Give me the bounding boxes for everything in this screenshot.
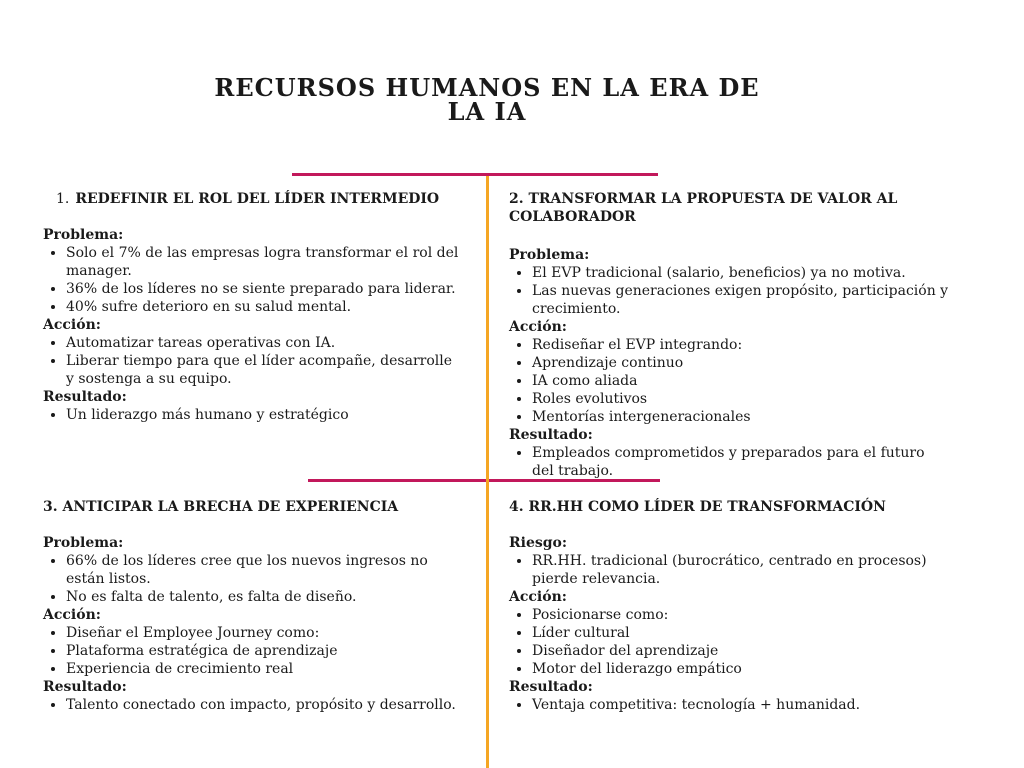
result-list [43, 696, 463, 714]
section-heading: 4. RR.HH COMO LÍDER DE TRANSFORMACIÓN [509, 499, 886, 515]
result-list [43, 406, 463, 424]
list-item: • Diseñador del aprendizaje [532, 642, 949, 660]
section-lider-intermedio [43, 190, 463, 424]
risk-list [509, 552, 949, 588]
result-label: Resultado: [43, 679, 127, 695]
list-item: • Solo el 7% de las empresas logra transformar el rol del manager. [66, 244, 463, 280]
problem-list [43, 552, 463, 606]
list-item: • Mentorías intergeneracionales [532, 408, 949, 426]
list-item: • Roles evolutivos [532, 390, 949, 408]
list-item: • Ventaja competitiva: tecnología + humanidad. [532, 696, 949, 714]
list-item: • Diseñar el Employee Journey como: [66, 624, 463, 642]
section-heading [43, 190, 463, 208]
problem-list [43, 244, 463, 316]
section-heading-text: REDEFINIR EL ROL DEL LÍDER INTERMEDIO [75, 191, 440, 207]
list-item: • 36% de los líderes no se siente preparado para liderar. [66, 280, 463, 298]
list-item: • 40% sufre deterioro en su salud mental. [66, 298, 463, 316]
problem-list [509, 264, 949, 318]
problem-label: Problema: [509, 247, 590, 263]
list-item: • Motor del liderazgo empático [532, 660, 949, 678]
problem-label: Problema: [43, 535, 124, 551]
section-heading: 2. TRANSFORMAR LA PROPUESTA DE VALOR AL COLABORADOR [509, 191, 898, 225]
section-heading: 3. ANTICIPAR LA BRECHA DE EXPERIENCIA [43, 499, 399, 515]
action-label: Acción: [43, 607, 101, 623]
action-list [509, 606, 949, 678]
list-item: • Talento conectado con impacto, propósito y desarrollo. [66, 696, 463, 714]
vertical-divider-line [486, 176, 489, 768]
section-number: 1. [56, 191, 70, 207]
risk-label: Riesgo: [509, 535, 568, 551]
list-item: • Líder cultural [532, 624, 949, 642]
list-item: • Rediseñar el EVP integrando: [532, 336, 949, 354]
result-label: Resultado: [509, 427, 593, 443]
section-brecha-experiencia [43, 498, 463, 714]
action-list [43, 334, 463, 388]
result-list [509, 696, 949, 714]
action-list [43, 624, 463, 678]
list-item: • Posicionarse como: [532, 606, 949, 624]
list-item: • Aprendizaje continuo [532, 354, 949, 372]
list-item: • Plataforma estratégica de aprendizaje [66, 642, 463, 660]
section-propuesta-valor [509, 190, 949, 480]
top-accent-line [292, 173, 658, 176]
list-item: • No es falta de talento, es falta de diseño. [66, 588, 463, 606]
action-label: Acción: [509, 319, 567, 335]
list-item: • Las nuevas generaciones exigen propósito, participación y crecimiento. [532, 282, 949, 318]
result-list [509, 444, 949, 480]
list-item: • Empleados comprometidos y preparados para el futuro del trabajo. [532, 444, 949, 480]
action-label: Acción: [509, 589, 567, 605]
list-item: • Automatizar tareas operativas con IA. [66, 334, 463, 352]
action-list [509, 336, 949, 426]
list-item: • Liberar tiempo para que el líder acompañe, desarrolle y sostenga a su equipo. [66, 352, 463, 388]
list-item: • Experiencia de crecimiento real [66, 660, 463, 678]
list-item: • El EVP tradicional (salario, beneficios) ya no motiva. [532, 264, 949, 282]
result-label: Resultado: [509, 679, 593, 695]
problem-label: Problema: [43, 227, 124, 243]
list-item: • RR.HH. tradicional (burocrático, centrado en procesos) pierde relevancia. [532, 552, 949, 588]
list-item: • 66% de los líderes cree que los nuevos ingresos no están listos. [66, 552, 463, 588]
action-label: Acción: [43, 317, 101, 333]
result-label: Resultado: [43, 389, 127, 405]
page-title: RECURSOS HUMANOS EN LA ERA DE LA IA [214, 73, 760, 126]
list-item: • Un liderazgo más humano y estratégico [66, 406, 463, 424]
list-item: • IA como aliada [532, 372, 949, 390]
section-rrhh-transformacion [509, 498, 949, 714]
